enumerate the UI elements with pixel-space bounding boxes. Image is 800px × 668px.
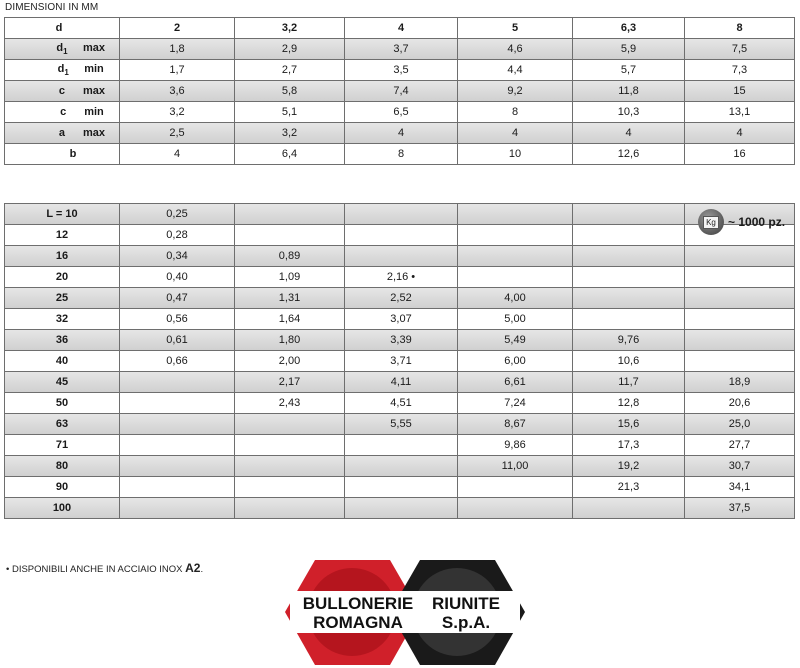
dimension-value-cell: 7,4 — [344, 81, 457, 102]
weight-row — [4, 372, 795, 393]
header-cell-diameter: 6,3 — [572, 17, 684, 39]
weight-value-cell — [344, 456, 457, 477]
dimension-value-cell: 3,6 — [119, 81, 234, 102]
dimension-value-cell: 4 — [344, 123, 457, 144]
dimension-qualifier: max — [82, 41, 106, 54]
weight-value-cell: 30,7 — [684, 456, 795, 477]
dimension-value-cell: 4 — [457, 123, 572, 144]
dimension-value-cell: 10,3 — [572, 102, 684, 123]
dimension-value-cell: 2,7 — [234, 60, 344, 81]
weight-row — [4, 225, 795, 246]
dimensions-caption: DIMENSIONI IN MM — [5, 2, 99, 13]
dimension-value-cell: 6,4 — [234, 144, 344, 165]
weight-value-cell: 21,3 — [572, 477, 684, 498]
weight-value-cell — [344, 246, 457, 267]
weight-value-cell — [572, 246, 684, 267]
footnote-end: . — [200, 564, 204, 575]
weight-value-cell: 1,31 — [234, 288, 344, 309]
length-label: 40 — [4, 351, 119, 372]
weight-value-cell — [119, 393, 234, 414]
dimension-subscript: 1 — [64, 68, 69, 78]
dimension-value-cell: 6,5 — [344, 102, 457, 123]
dimension-value-cell: 16 — [684, 144, 795, 165]
weight-row — [4, 435, 795, 456]
footnote-material: A2 — [185, 561, 201, 575]
weight-value-cell: 37,5 — [684, 498, 795, 519]
weight-value-cell: 4,51 — [344, 393, 457, 414]
weight-row — [4, 309, 795, 330]
length-label: 25 — [4, 288, 119, 309]
dimension-value-cell: 13,1 — [684, 102, 795, 123]
weight-value-cell: 2,52 — [344, 288, 457, 309]
weight-row — [4, 498, 795, 519]
dimensions-header-row — [4, 17, 795, 39]
dimension-subscript: 1 — [63, 47, 68, 57]
dimensions-row — [4, 102, 795, 123]
weight-value-cell: 6,61 — [457, 372, 572, 393]
dimension-symbol-text: a — [58, 127, 66, 139]
weight-value-cell — [457, 267, 572, 288]
weight-value-cell: 18,9 — [684, 372, 795, 393]
weight-value-cell: 8,67 — [457, 414, 572, 435]
length-label: 71 — [4, 435, 119, 456]
weight-value-cell — [234, 456, 344, 477]
dimension-qualifier: max — [82, 127, 106, 139]
dimension-symbol-text: c — [58, 85, 66, 97]
length-label: 45 — [4, 372, 119, 393]
weight-row — [4, 414, 795, 435]
dimension-symbol-text: b — [69, 148, 77, 160]
dimension-value-cell: 10 — [457, 144, 572, 165]
weight-value-cell — [234, 477, 344, 498]
header-cell-diameter: 2 — [119, 17, 234, 39]
header-cell-diameter: 5 — [457, 17, 572, 39]
footnote — [6, 561, 203, 575]
weight-value-cell: 0,89 — [234, 246, 344, 267]
weight-value-cell — [684, 309, 795, 330]
dimension-value-cell: 4 — [684, 123, 795, 144]
dimension-symbol-text: c — [60, 106, 67, 118]
dimensions-row — [4, 81, 795, 102]
dimension-label — [4, 102, 119, 123]
weight-value-cell: 3,71 — [344, 351, 457, 372]
dimension-label — [4, 39, 119, 60]
weight-value-cell — [572, 267, 684, 288]
dimension-value-cell: 3,2 — [119, 102, 234, 123]
dimension-value-cell: 3,7 — [344, 39, 457, 60]
weight-value-cell: 4,00 — [457, 288, 572, 309]
length-label: L = 10 — [4, 203, 119, 225]
weight-value-cell — [234, 414, 344, 435]
dimension-symbol — [52, 148, 94, 160]
dimension-value-cell: 4,6 — [457, 39, 572, 60]
dimension-value-cell: 8 — [457, 102, 572, 123]
weight-value-cell: 0,40 — [119, 267, 234, 288]
weight-value-cell: 1,09 — [234, 267, 344, 288]
logo-line2-left: ROMAGNA — [313, 613, 403, 632]
dimension-symbol — [42, 63, 84, 77]
dimension-value-cell: 1,7 — [119, 60, 234, 81]
weight-value-cell: 2,17 — [234, 372, 344, 393]
weight-value-cell — [572, 225, 684, 246]
dimensions-row — [4, 123, 795, 144]
weight-value-cell — [457, 203, 572, 225]
weight-value-cell — [572, 288, 684, 309]
weight-value-cell: 9,86 — [457, 435, 572, 456]
dimension-symbol — [41, 85, 83, 97]
weight-row — [4, 393, 795, 414]
weight-per-1000-badge — [698, 208, 796, 236]
dimension-value-cell: 5,8 — [234, 81, 344, 102]
header-cell-diameter: 3,2 — [234, 17, 344, 39]
weight-value-cell — [119, 456, 234, 477]
dimension-value-cell: 3,2 — [234, 123, 344, 144]
weight-value-cell — [234, 498, 344, 519]
weight-icon — [698, 209, 724, 235]
length-label: 90 — [4, 477, 119, 498]
weight-value-cell — [684, 330, 795, 351]
weight-value-cell: 1,64 — [234, 309, 344, 330]
weight-value-cell: 7,24 — [457, 393, 572, 414]
weight-value-cell: 0,61 — [119, 330, 234, 351]
weight-value-cell — [572, 203, 684, 225]
weight-value-cell: 12,8 — [572, 393, 684, 414]
dimensions-table — [4, 17, 795, 165]
weight-row — [4, 246, 795, 267]
weight-value-cell: 3,07 — [344, 309, 457, 330]
dimension-symbol — [42, 106, 84, 118]
dimension-symbol — [41, 127, 83, 139]
dimension-value-cell: 2,5 — [119, 123, 234, 144]
weight-value-cell: 1,80 — [234, 330, 344, 351]
dimension-value-cell: 7,3 — [684, 60, 795, 81]
dimension-value-cell: 4,4 — [457, 60, 572, 81]
weight-row — [4, 330, 795, 351]
weight-value-cell — [684, 288, 795, 309]
weight-value-cell — [119, 435, 234, 456]
length-label: 12 — [4, 225, 119, 246]
dimension-value-cell: 7,5 — [684, 39, 795, 60]
weight-value-cell: 0,56 — [119, 309, 234, 330]
weight-row — [4, 267, 795, 288]
weight-value-cell — [344, 203, 457, 225]
length-label: 16 — [4, 246, 119, 267]
logo-line1-right: RIUNITE — [432, 594, 500, 613]
dimension-value-cell: 2,9 — [234, 39, 344, 60]
header-cell-d: d — [4, 17, 119, 39]
weight-value-cell — [119, 414, 234, 435]
dimension-label — [4, 123, 119, 144]
weight-value-cell — [684, 351, 795, 372]
weight-value-cell: 25,0 — [684, 414, 795, 435]
dimension-value-cell: 5,9 — [572, 39, 684, 60]
weight-value-cell: 20,6 — [684, 393, 795, 414]
weight-value-cell: 2,43 — [234, 393, 344, 414]
weight-value-cell: 0,34 — [119, 246, 234, 267]
weight-value-cell: 0,47 — [119, 288, 234, 309]
header-cell-diameter: 8 — [684, 17, 795, 39]
dimension-value-cell: 11,8 — [572, 81, 684, 102]
weight-value-cell — [572, 498, 684, 519]
weight-per-1000-label: ~ 1000 pz. — [728, 215, 786, 229]
weight-value-cell: 2,16 • — [344, 267, 457, 288]
length-label: 20 — [4, 267, 119, 288]
dimension-label — [4, 60, 119, 81]
dimension-symbol-text: d — [57, 62, 65, 75]
weight-value-cell — [119, 498, 234, 519]
weight-value-cell: 4,11 — [344, 372, 457, 393]
weight-value-cell: 11,7 — [572, 372, 684, 393]
weight-value-cell — [234, 203, 344, 225]
weight-value-cell: 5,49 — [457, 330, 572, 351]
weight-value-cell — [344, 225, 457, 246]
header-cell-diameter: 4 — [344, 17, 457, 39]
weight-value-cell: 19,2 — [572, 456, 684, 477]
weight-icon-label: Kg — [703, 216, 719, 229]
weight-row — [4, 351, 795, 372]
dimension-qualifier: min — [84, 62, 104, 75]
dimension-value-cell: 12,6 — [572, 144, 684, 165]
weight-value-cell — [234, 225, 344, 246]
length-label: 32 — [4, 309, 119, 330]
length-label: 36 — [4, 330, 119, 351]
footnote-bullet: • — [6, 564, 10, 575]
weight-value-cell: 6,00 — [457, 351, 572, 372]
weight-value-cell — [119, 477, 234, 498]
length-label: 63 — [4, 414, 119, 435]
weight-value-cell: 0,25 — [119, 203, 234, 225]
weight-value-cell — [344, 435, 457, 456]
weight-value-cell — [457, 477, 572, 498]
dimension-value-cell: 3,5 — [344, 60, 457, 81]
weight-value-cell — [119, 372, 234, 393]
weight-value-cell: 17,3 — [572, 435, 684, 456]
dimension-value-cell: 9,2 — [457, 81, 572, 102]
weights-table — [4, 203, 795, 519]
weight-row — [4, 288, 795, 309]
dimension-symbol-text: d — [56, 41, 64, 54]
footnote-text: DISPONIBILI ANCHE IN ACCIAIO INOX — [11, 564, 183, 575]
weight-value-cell: 0,28 — [119, 225, 234, 246]
weight-row — [4, 456, 795, 477]
dimension-value-cell: 5,7 — [572, 60, 684, 81]
weight-value-cell — [572, 309, 684, 330]
length-label: 50 — [4, 393, 119, 414]
logo-line1-left: BULLONERIE — [302, 594, 414, 613]
weight-value-cell: 5,55 — [344, 414, 457, 435]
weight-value-cell — [234, 435, 344, 456]
dimensions-row — [4, 39, 795, 60]
weight-value-cell: 10,6 — [572, 351, 684, 372]
weight-value-cell: 0,66 — [119, 351, 234, 372]
weight-value-cell: 15,6 — [572, 414, 684, 435]
weight-value-cell: 34,1 — [684, 477, 795, 498]
dimension-value-cell: 4 — [119, 144, 234, 165]
weight-value-cell: 11,00 — [457, 456, 572, 477]
weight-value-cell: 27,7 — [684, 435, 795, 456]
dimension-value-cell: 4 — [572, 123, 684, 144]
dimension-value-cell: 5,1 — [234, 102, 344, 123]
dimension-qualifier: min — [84, 106, 104, 118]
dimension-value-cell: 8 — [344, 144, 457, 165]
weight-value-cell — [684, 267, 795, 288]
weight-row — [4, 203, 795, 225]
company-logo — [285, 560, 525, 665]
weight-value-cell — [684, 246, 795, 267]
weight-value-cell — [457, 246, 572, 267]
weight-row — [4, 477, 795, 498]
dimension-label — [4, 81, 119, 102]
weight-value-cell: 9,76 — [572, 330, 684, 351]
dimension-symbol — [41, 42, 83, 56]
length-label: 80 — [4, 456, 119, 477]
dimension-value-cell: 1,8 — [119, 39, 234, 60]
weight-value-cell — [457, 498, 572, 519]
dimension-value-cell: 15 — [684, 81, 795, 102]
length-label: 100 — [4, 498, 119, 519]
weight-value-cell: 2,00 — [234, 351, 344, 372]
logo-line2-right: S.p.A. — [441, 613, 491, 632]
dimension-label — [4, 144, 119, 165]
dimension-qualifier: max — [82, 85, 106, 97]
weight-value-cell — [344, 477, 457, 498]
dimensions-row — [4, 144, 795, 165]
weight-value-cell — [457, 225, 572, 246]
weight-value-cell: 5,00 — [457, 309, 572, 330]
dimensions-row — [4, 60, 795, 81]
weight-value-cell — [344, 498, 457, 519]
weight-value-cell: 3,39 — [344, 330, 457, 351]
